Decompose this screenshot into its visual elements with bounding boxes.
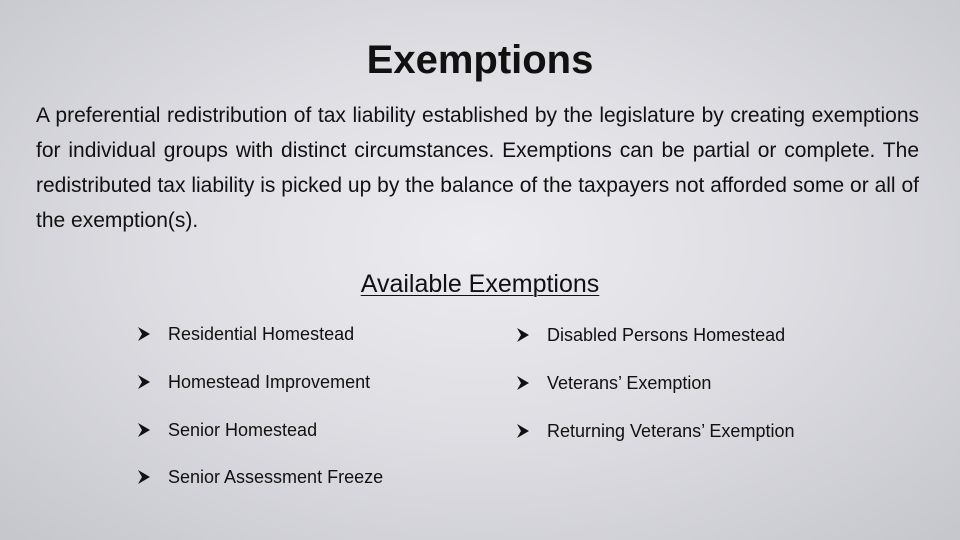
exemption-item-senior-homestead: [138, 418, 317, 442]
exemption-item-veterans-exemption: [517, 371, 711, 395]
exemption-item-residential-homestead: [138, 322, 354, 346]
exemption-item-returning-veterans-exemption: [517, 419, 794, 443]
exemption-label: Veterans’ Exemption: [547, 373, 712, 393]
exemption-label: Senior Assessment Freeze: [168, 467, 384, 487]
available-exemptions-heading-text: Available Exemptions: [360, 270, 600, 298]
slide-title: Exemptions: [366, 38, 594, 82]
exemption-item-homestead-improvement: [138, 370, 370, 394]
arrowhead-bullet-icon: [138, 423, 150, 437]
available-exemptions-heading: [0, 268, 960, 300]
arrowhead-bullet-icon: [138, 375, 150, 389]
exemption-label: Homestead Improvement: [168, 372, 371, 392]
arrowhead-bullet-icon: [517, 424, 529, 438]
exemption-label: Senior Homestead: [168, 420, 318, 440]
arrowhead-bullet-icon: [138, 470, 150, 484]
exemption-label: Returning Veterans’ Exemption: [547, 421, 795, 441]
exemption-label: Disabled Persons Homestead: [547, 325, 786, 345]
description-paragraph: A preferential redistribution of tax liability established by the legislature by creating exemptions for individual groups with distinct circumstances. Exemptions can be partial or complete. The redistributed tax liability is picked up by the balance of the taxpayers not afforded some or all of the exemption(s).: [36, 104, 919, 232]
arrowhead-bullet-icon: [517, 328, 529, 342]
exemption-item-senior-assessment-freeze: [138, 465, 383, 489]
exemption-item-disabled-persons-homestead: [517, 323, 785, 347]
exemption-label: Residential Homestead: [168, 324, 355, 344]
arrowhead-bullet-icon: [138, 327, 150, 341]
arrowhead-bullet-icon: [517, 376, 529, 390]
